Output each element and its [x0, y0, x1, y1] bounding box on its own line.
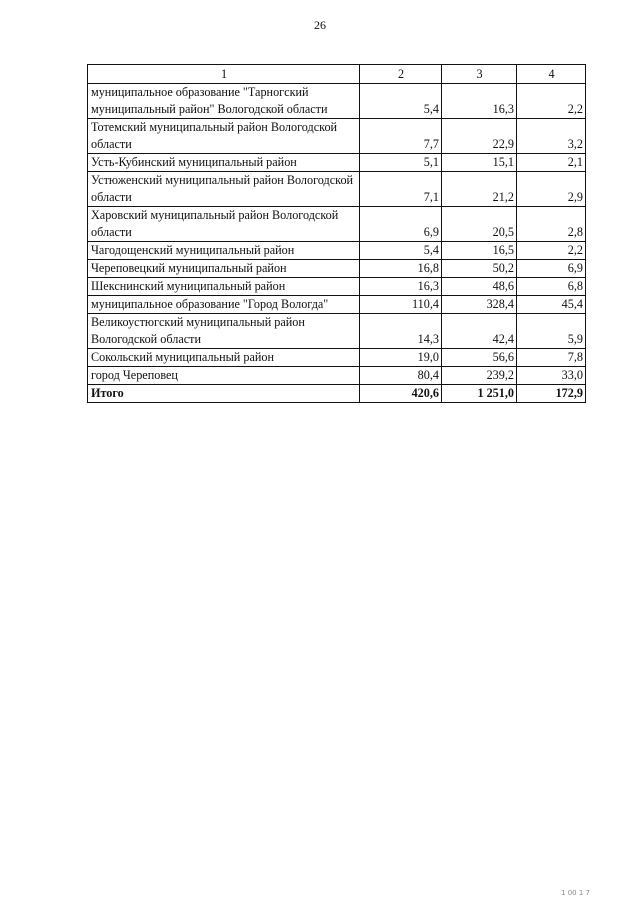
row-name: Череповецкий муниципальный район: [88, 260, 360, 278]
row-name: Чагодощенский муниципальный район: [88, 242, 360, 260]
table-row: [88, 296, 586, 314]
total-value-3: 1 251,0: [442, 385, 517, 403]
row-name: Шекснинский муниципальный район: [88, 278, 360, 296]
row-value-4: 5,9: [517, 314, 586, 349]
column-header-4: 4: [517, 65, 586, 84]
table-row: [88, 260, 586, 278]
row-value-4: 33,0: [517, 367, 586, 385]
row-value-4: 6,9: [517, 260, 586, 278]
row-value-2: 7,7: [360, 119, 442, 154]
row-name: Усть-Кубинский муниципальный район: [88, 154, 360, 172]
column-header-1: 1: [88, 65, 360, 84]
row-value-4: 45,4: [517, 296, 586, 314]
table-row: [88, 119, 586, 154]
row-value-3: 20,5: [442, 207, 517, 242]
row-value-2: 5,4: [360, 242, 442, 260]
row-value-2: 7,1: [360, 172, 442, 207]
row-value-2: 6,9: [360, 207, 442, 242]
row-value-3: 50,2: [442, 260, 517, 278]
row-value-4: 3,2: [517, 119, 586, 154]
row-value-2: 5,1: [360, 154, 442, 172]
row-value-3: 56,6: [442, 349, 517, 367]
row-value-2: 5,4: [360, 84, 442, 119]
row-value-2: 19,0: [360, 349, 442, 367]
page-number: 26: [314, 18, 326, 32]
row-name: Тотемский муниципальный район Вологодской области: [88, 119, 360, 154]
table-row: [88, 172, 586, 207]
row-value-2: 80,4: [360, 367, 442, 385]
total-value-4: 172,9: [517, 385, 586, 403]
row-value-3: 16,3: [442, 84, 517, 119]
total-row: [88, 385, 586, 403]
table-row: [88, 367, 586, 385]
row-value-4: 2,2: [517, 84, 586, 119]
total-value-2: 420,6: [360, 385, 442, 403]
row-value-2: 110,4: [360, 296, 442, 314]
row-value-3: 21,2: [442, 172, 517, 207]
row-value-2: 16,8: [360, 260, 442, 278]
row-value-4: 6,8: [517, 278, 586, 296]
table-row: [88, 207, 586, 242]
row-name: Харовский муниципальный район Вологодской области: [88, 207, 360, 242]
row-name: Устюженский муниципальный район Вологодской области: [88, 172, 360, 207]
column-header-3: 3: [442, 65, 517, 84]
table-row: [88, 154, 586, 172]
table-row: [88, 314, 586, 349]
row-name: муниципальное образование "Город Вологда": [88, 296, 360, 314]
row-value-3: 16,5: [442, 242, 517, 260]
row-value-2: 14,3: [360, 314, 442, 349]
row-value-4: 7,8: [517, 349, 586, 367]
row-value-3: 328,4: [442, 296, 517, 314]
table-header-row: [88, 65, 586, 84]
row-value-4: 2,1: [517, 154, 586, 172]
table-row: [88, 242, 586, 260]
row-value-4: 2,9: [517, 172, 586, 207]
row-name: город Череповец: [88, 367, 360, 385]
row-value-4: 2,2: [517, 242, 586, 260]
table-row: [88, 278, 586, 296]
total-label: Итого: [88, 385, 360, 403]
column-header-2: 2: [360, 65, 442, 84]
table-row: [88, 349, 586, 367]
row-value-3: 239,2: [442, 367, 517, 385]
row-name: Сокольский муниципальный район: [88, 349, 360, 367]
row-value-4: 2,8: [517, 207, 586, 242]
table-row: [88, 84, 586, 119]
row-value-3: 48,6: [442, 278, 517, 296]
row-value-3: 42,4: [442, 314, 517, 349]
row-value-3: 22,9: [442, 119, 517, 154]
footer-mark: 1 00 1 7: [561, 889, 590, 897]
row-value-3: 15,1: [442, 154, 517, 172]
row-name: Великоустюгский муниципальный район Вологодской области: [88, 314, 360, 349]
row-name: муниципальное образование "Тарногский муниципальный район" Вологодской области: [88, 84, 360, 119]
data-table: [87, 64, 586, 403]
row-value-2: 16,3: [360, 278, 442, 296]
